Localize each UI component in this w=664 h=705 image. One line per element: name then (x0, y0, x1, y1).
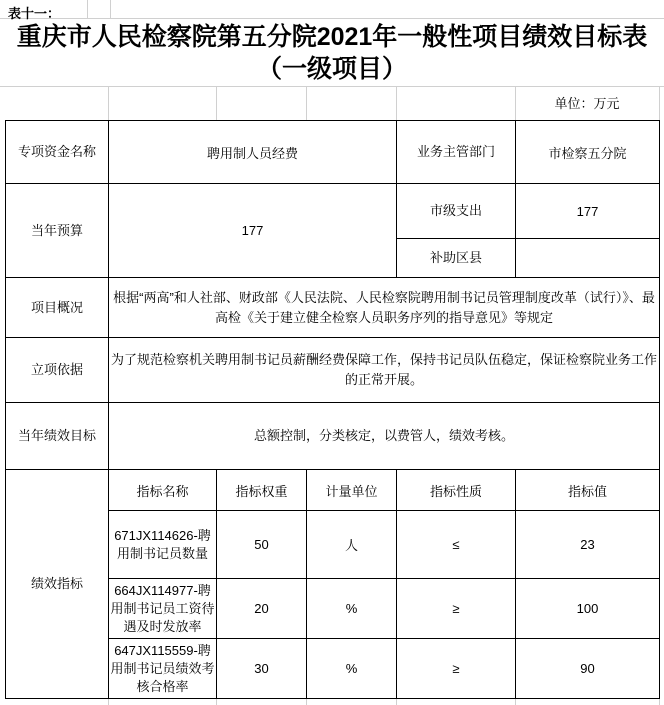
indicator-unit-cell: % (307, 579, 397, 639)
overview-value-cell: 根据“两高”和人社部、财政部《人民法院、人民检察院聘用制书记员管理制度改革（试行）》、最高检《关于建立健全检察人员职务序列的指导意见》等规定 (109, 278, 660, 338)
indicator-weight-cell: 50 (217, 511, 307, 579)
special-fund-value-cell: 聘用制人员经费 (109, 121, 397, 184)
performance-target-table (5, 120, 660, 699)
dept-value-cell: 市检察五分院 (516, 121, 660, 184)
indicator-unit-cell: % (307, 639, 397, 699)
table-row (6, 403, 660, 470)
grid-line (515, 699, 516, 705)
grid-line (216, 699, 217, 705)
grid-line (108, 86, 109, 120)
grid-line (0, 18, 664, 19)
grid-line (110, 0, 111, 18)
indicator-nature-cell: ≤ (397, 511, 516, 579)
indicators-label-cell: 绩效指标 (6, 470, 109, 699)
grid-line (306, 699, 307, 705)
grid-line (87, 0, 88, 18)
budget-value-cell: 177 (109, 184, 397, 278)
page-title-line2: （一级项目） (256, 55, 407, 83)
indicator-nature-cell: ≥ (397, 639, 516, 699)
indicator-header-unit: 计量单位 (307, 470, 397, 511)
grid-line (216, 86, 217, 120)
indicator-header-value: 指标值 (516, 470, 660, 511)
indicator-weight-cell: 30 (217, 639, 307, 699)
indicator-nature-cell: ≥ (397, 579, 516, 639)
indicator-value-cell: 23 (516, 511, 660, 579)
indicator-name-cell: 647JX115559-聘用制书记员绩效考核合格率 (109, 639, 217, 699)
basis-value-cell: 为了规范检察机关聘用制书记员薪酬经费保障工作，保持书记员队伍稳定，保证检察院业务工作的正常开展。 (109, 338, 660, 403)
city-expense-value-cell: 177 (516, 184, 660, 239)
indicator-name-cell: 671JX114626-聘用制书记员数量 (109, 511, 217, 579)
grid-line (0, 86, 664, 87)
overview-label-cell: 项目概况 (6, 278, 109, 338)
indicator-value-cell: 90 (516, 639, 660, 699)
basis-label-cell: 立项依据 (6, 338, 109, 403)
grid-line (396, 86, 397, 120)
indicator-header-name: 指标名称 (109, 470, 217, 511)
grid-line (306, 86, 307, 120)
unit-label: 单位：万元 (554, 96, 620, 111)
indicator-header-row (6, 470, 660, 511)
dept-label-cell: 业务主管部门 (397, 121, 516, 184)
grid-line (659, 86, 660, 120)
budget-label-cell: 当年预算 (6, 184, 109, 278)
indicator-unit-cell: 人 (307, 511, 397, 579)
table-row (6, 121, 660, 184)
grid-line (108, 699, 109, 705)
table-row (6, 184, 660, 239)
special-fund-label-cell: 专项资金名称 (6, 121, 109, 184)
county-subsidy-value-cell (516, 239, 660, 278)
table-row (6, 338, 660, 403)
goal-label-cell: 当年绩效目标 (6, 403, 109, 470)
goal-value-cell: 总额控制，分类核定，以费管人，绩效考核。 (109, 403, 660, 470)
grid-line (396, 699, 397, 705)
indicator-weight-cell: 20 (217, 579, 307, 639)
indicator-header-weight: 指标权重 (217, 470, 307, 511)
sheet-tag: 表十一： (8, 6, 61, 21)
page-title (0, 21, 664, 85)
indicator-value-cell: 100 (516, 579, 660, 639)
city-expense-label-cell: 市级支出 (397, 184, 516, 239)
county-subsidy-label-cell: 补助区县 (397, 239, 516, 278)
table-row (6, 278, 660, 338)
indicator-name-cell: 664JX114977-聘用制书记员工资待遇及时发放率 (109, 579, 217, 639)
grid-line (659, 699, 660, 705)
indicator-header-nature: 指标性质 (397, 470, 516, 511)
page-title-line1: 重庆市人民检察院第五分院2021年一般性项目绩效目标表 (16, 23, 648, 51)
